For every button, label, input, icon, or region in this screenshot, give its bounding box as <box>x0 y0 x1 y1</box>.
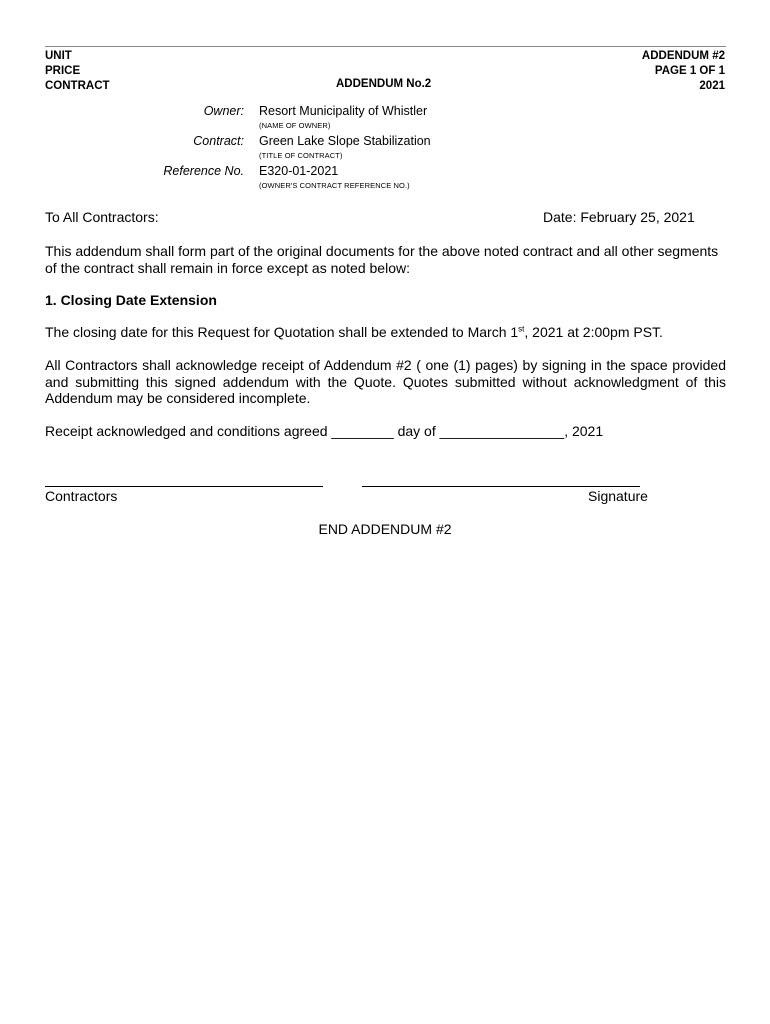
salutation: To All Contractors: <box>45 209 159 225</box>
reference-label: Reference No. <box>163 164 244 178</box>
header-right-line-1: ADDENDUM #2 <box>641 50 725 62</box>
section-heading: 1. Closing Date Extension <box>45 292 217 308</box>
end-addendum: END ADDENDUM #2 <box>318 521 452 537</box>
header-left-line-3: CONTRACT <box>45 80 110 92</box>
contractors-label: Contractors <box>45 488 118 504</box>
header-right-line-2: PAGE 1 OF 1 <box>654 65 725 77</box>
header-right-line-3: 2021 <box>699 80 725 92</box>
closing-date-paragraph <box>45 324 663 341</box>
owner-label: Owner: <box>203 104 244 118</box>
contract-caption: (TITLE OF CONTRACT) <box>259 151 343 160</box>
header-right <box>642 49 725 94</box>
contractor-signature-line <box>45 486 323 487</box>
header-center: ADDENDUM No.2 <box>336 78 432 90</box>
closing-text-after: , 2021 at 2:00pm PST. <box>524 324 663 340</box>
closing-superscript: st <box>518 324 525 334</box>
header-left <box>45 49 110 94</box>
owner-caption: (NAME OF OWNER) <box>259 121 331 130</box>
reference-value: E320-01-2021 <box>259 164 339 178</box>
intro-paragraph: This addendum shall form part of the original documents for the above noted contract and all other segments of the contract shall remain in force except as noted below: <box>45 243 719 276</box>
acknowledge-paragraph: All Contractors shall acknowledge receipt of Addendum #2 ( one (1) pages) by signing in the space provided and submitting this signed addendum with the Quote. Quotes submitted without acknowledgment of this Addendum may be considered incomplete. <box>45 357 726 406</box>
receipt-line: Receipt acknowledged and conditions agreed ________ day of ________________, 2021 <box>45 423 604 439</box>
reference-caption: (OWNER'S CONTRACT REFERENCE NO.) <box>259 181 410 190</box>
header-left-line-2: PRICE <box>45 65 81 77</box>
signature-line <box>362 486 640 487</box>
header-left-line-1: UNIT <box>45 50 72 62</box>
signature-label: Signature <box>588 488 648 504</box>
header-rule <box>45 46 726 47</box>
date: Date: February 25, 2021 <box>543 209 695 225</box>
contract-label: Contract: <box>193 134 244 148</box>
contract-value: Green Lake Slope Stabilization <box>259 134 431 148</box>
owner-value: Resort Municipality of Whistler <box>259 104 428 118</box>
closing-text-before: The closing date for this Request for Quotation shall be extended to March 1 <box>45 324 519 340</box>
